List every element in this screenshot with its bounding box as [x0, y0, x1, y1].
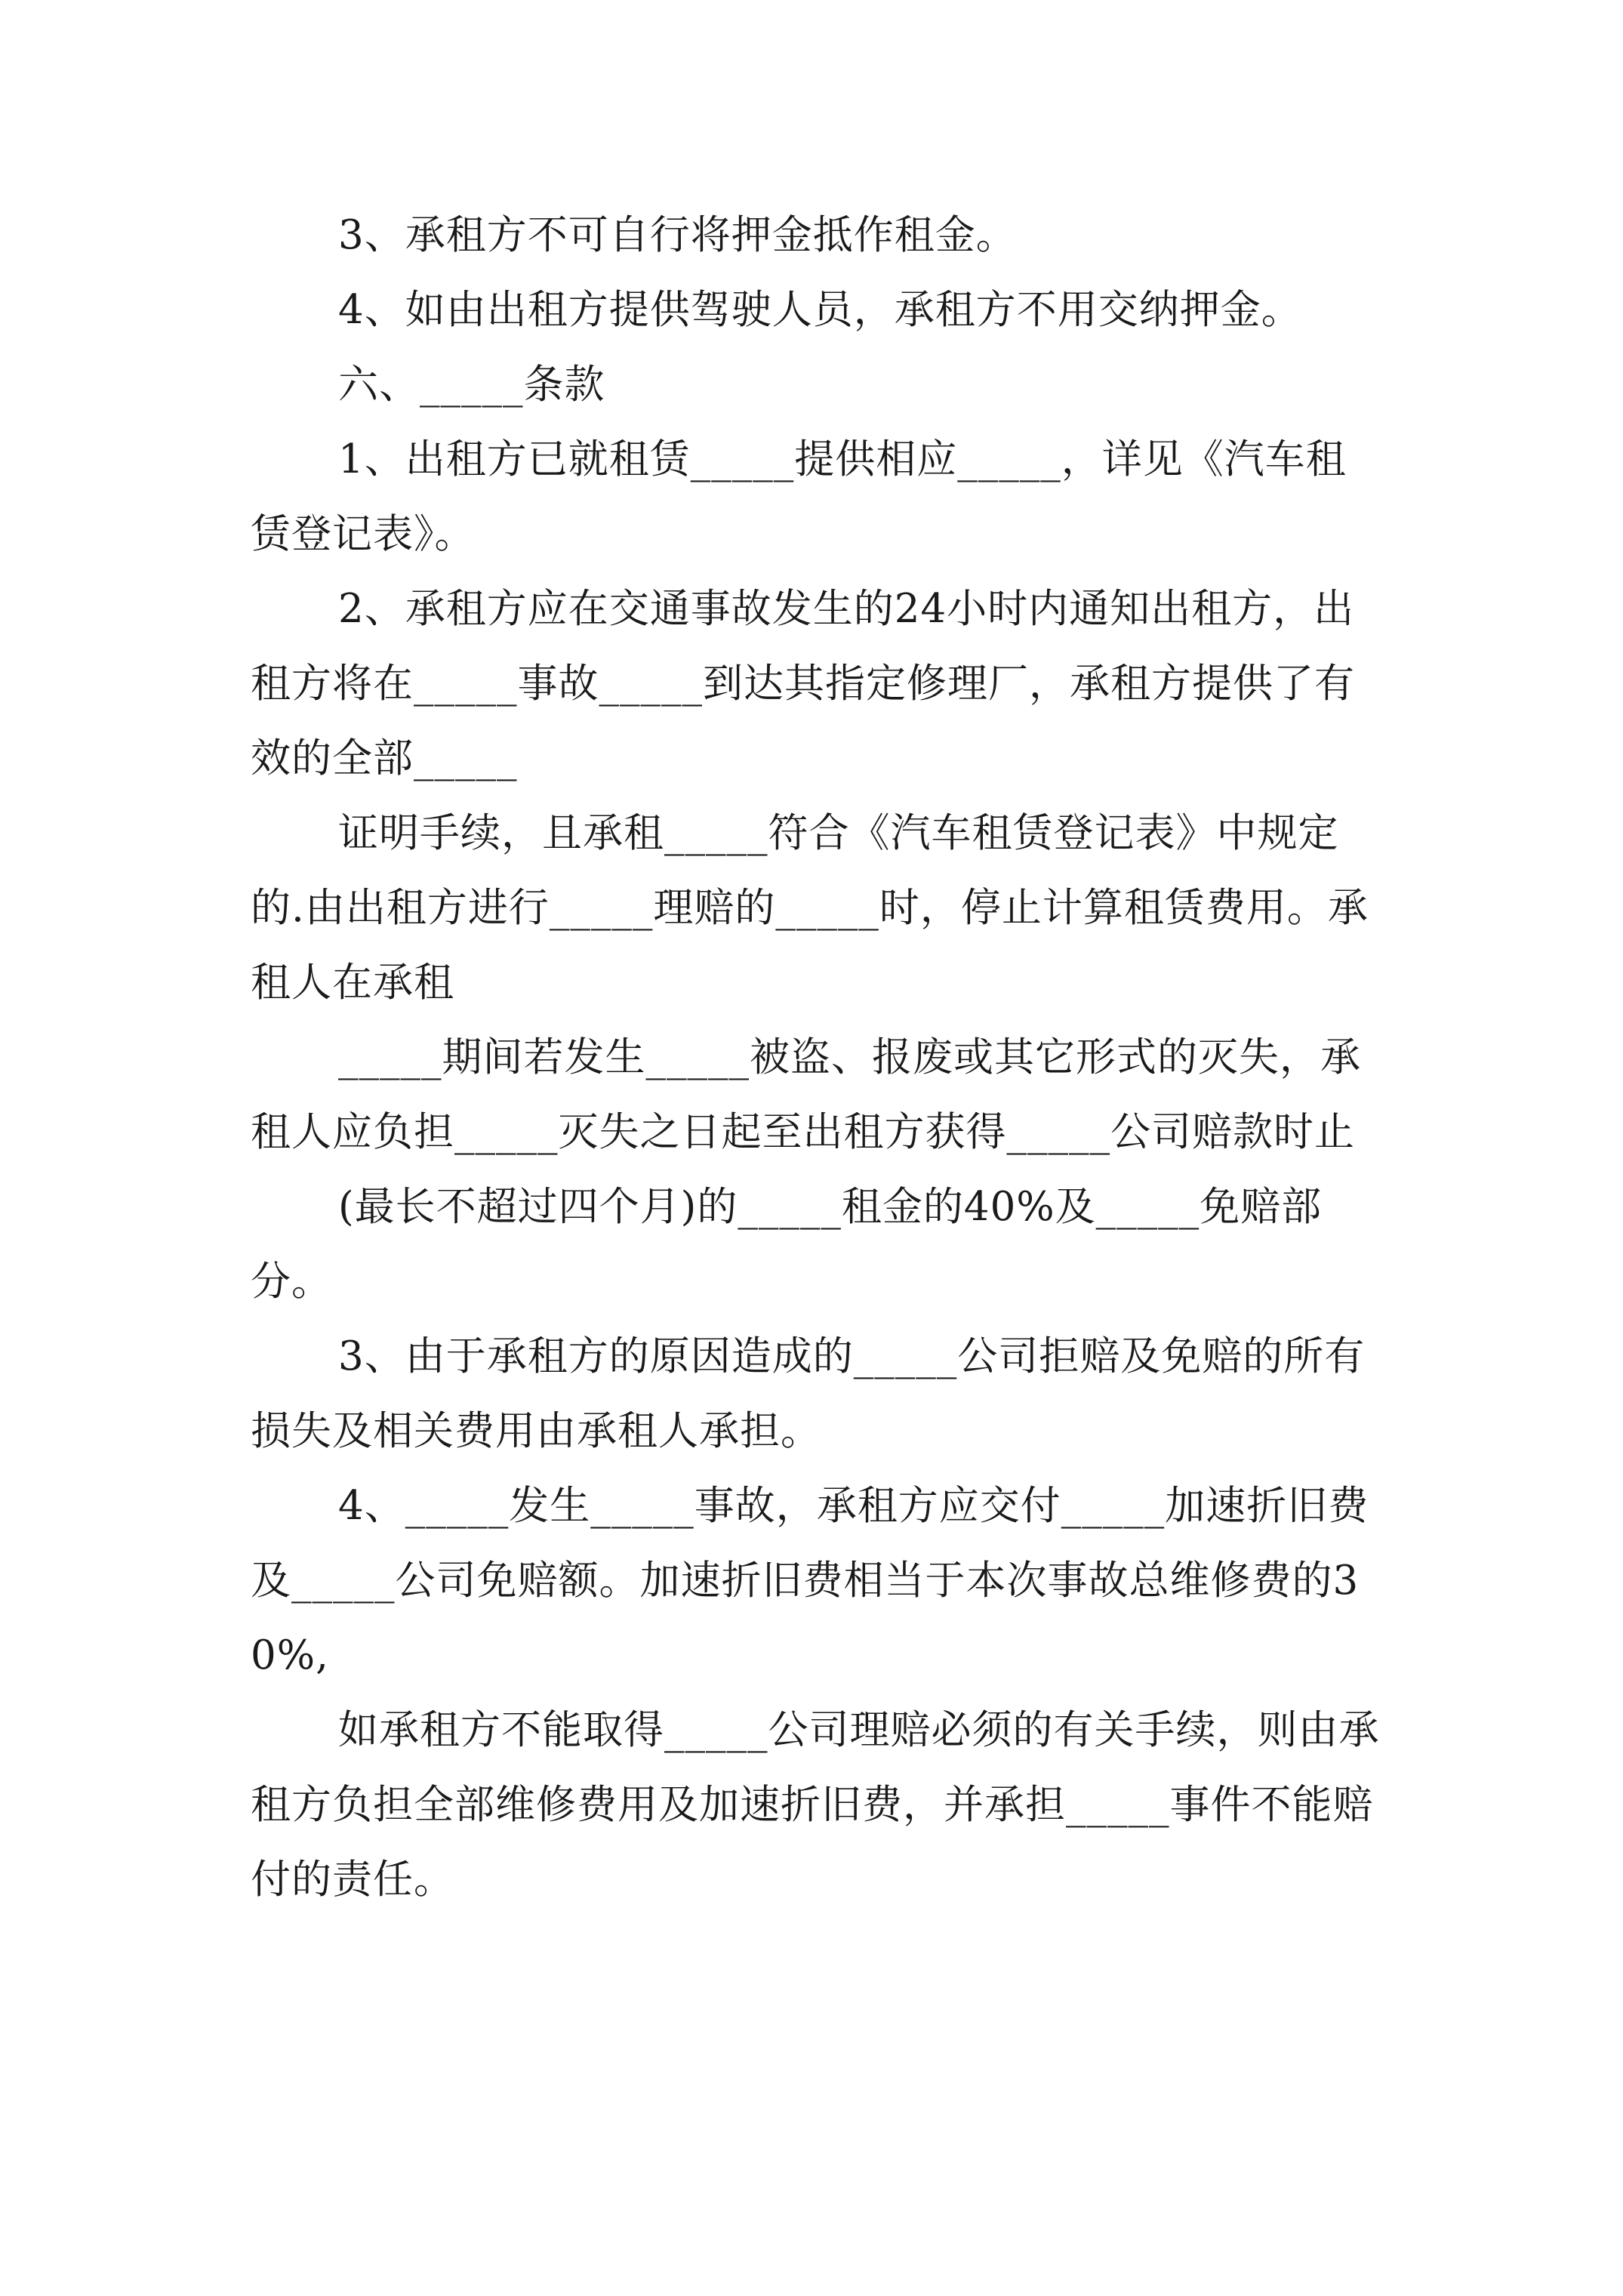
paragraph-clause-4: 4、_____发生_____事故，承租方应交付_____加速折旧费及_____公司免赔额。加速折旧费相当于本次事故总维修费的30%, [251, 1483, 1369, 1678]
paragraph-clause-4-continued: 如承租方不能取得_____公司理赔必须的有关手续，则由承租方负担全部维修费用及加速折旧费，并承担_____事件不能赔付的责任。 [251, 1707, 1380, 1903]
section-heading-six: 六、_____条款 [338, 362, 605, 408]
paragraph-clause-2: 2、承租方应在交通事故发生的24小时内通知出租方，出租方将在_____事故_____到达其指定修理厂，承租方提供了有效的全部_____ [251, 586, 1355, 781]
paragraph-clause-2-limit: (最长不超过四个月)的_____租金的40%及_____免赔部分。 [251, 1184, 1323, 1305]
paragraph-clause-2-continued: 证明手续，且承租_____符合《汽车租赁登记表》中规定的.由出租方进行_____理赔的_____时，停止计算租赁费用。承租人在承租 [251, 810, 1369, 1006]
document-body [251, 198, 1383, 1917]
paragraph-clause-3: 3、由于承租方的原因造成的_____公司拒赔及免赔的所有损失及相关费用由承租人承担。 [251, 1333, 1366, 1454]
paragraph-clause-1: 1、出租方已就租赁_____提供相应_____，详见《汽车租赁登记表》。 [251, 436, 1347, 557]
paragraph-clause-2-loss: _____期间若发生_____被盗、报废或其它形式的灭失，承租人应负担_____灭失之日起至出租方获得_____公司赔款时止 [251, 1034, 1361, 1155]
paragraph-deposit-rule-3: 3、承租方不可自行将押金抵作租金。 [338, 212, 1017, 258]
paragraph-deposit-rule-4: 4、如由出租方提供驾驶人员，承租方不用交纳押金。 [338, 287, 1302, 333]
